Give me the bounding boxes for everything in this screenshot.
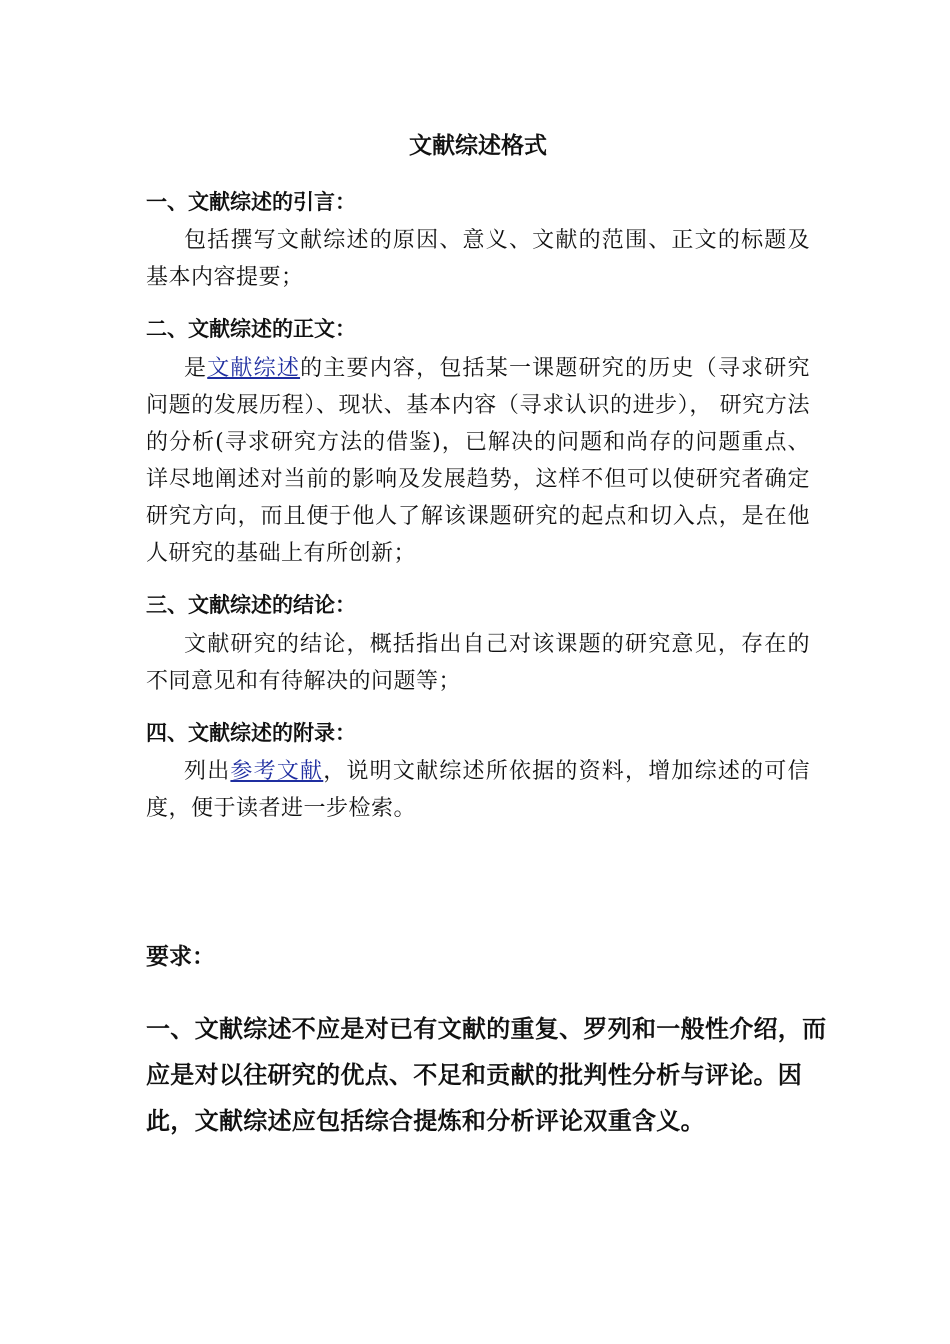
section-heading: 四、文献综述的附录： xyxy=(146,719,356,745)
section-heading: 三、文献综述的结论： xyxy=(146,591,356,617)
section-main-body xyxy=(146,312,810,572)
text-segment: 是 xyxy=(184,355,208,381)
document-page xyxy=(146,128,827,1144)
requirements-text: 一、文献综述不应是对已有文献的重复、罗列和一般性介绍，而应是对以往研究的优点、不足和贡献的批判性分析与评论。因此，文献综述应包括综合提炼和分析评论双重含义。 xyxy=(146,1013,827,1135)
requirements-label: 要求： xyxy=(146,943,215,971)
text-segment: 列出 xyxy=(184,759,231,785)
section-introduction xyxy=(146,185,810,297)
document-title: 文献综述格式 xyxy=(409,132,547,159)
section-body xyxy=(146,753,810,827)
section-heading: 二、文献综述的正文： xyxy=(146,316,356,342)
section-heading: 一、文献综述的引言： xyxy=(146,188,356,214)
text-segment: ，说明文献综述所依据的资料，增加综述的可信度，便于读者进一步检索。 xyxy=(146,759,810,822)
section-conclusion xyxy=(146,588,810,700)
references-link[interactable]: 参考文献 xyxy=(230,759,324,785)
section-appendix xyxy=(146,716,810,828)
section-body: 包括撰写文献综述的原因、意义、文献的范围、正文的标题及基本内容提要； xyxy=(146,228,810,291)
literature-review-link[interactable]: 文献综述 xyxy=(207,355,301,381)
section-body xyxy=(146,350,810,572)
text-segment: 的主要内容，包括某一课题研究的历史（寻求研究问题的发展历程）、现状、基本内容（寻求认识的进步）， 研究方法的分析(寻求研究方法的借鉴)，已解决的问题和尚存的问题重点、详尽地阐述对当前的影响及发展趋势，这样不但可以使研究者确定研究方向，而且便于他人了解该课题研究的起点和切入点，是在他人研究的基础上有所创新； xyxy=(146,355,810,566)
section-body: 文献研究的结论，概括指出自己对该课题的研究意见，存在的不同意见和有待解决的问题等； xyxy=(146,631,810,694)
